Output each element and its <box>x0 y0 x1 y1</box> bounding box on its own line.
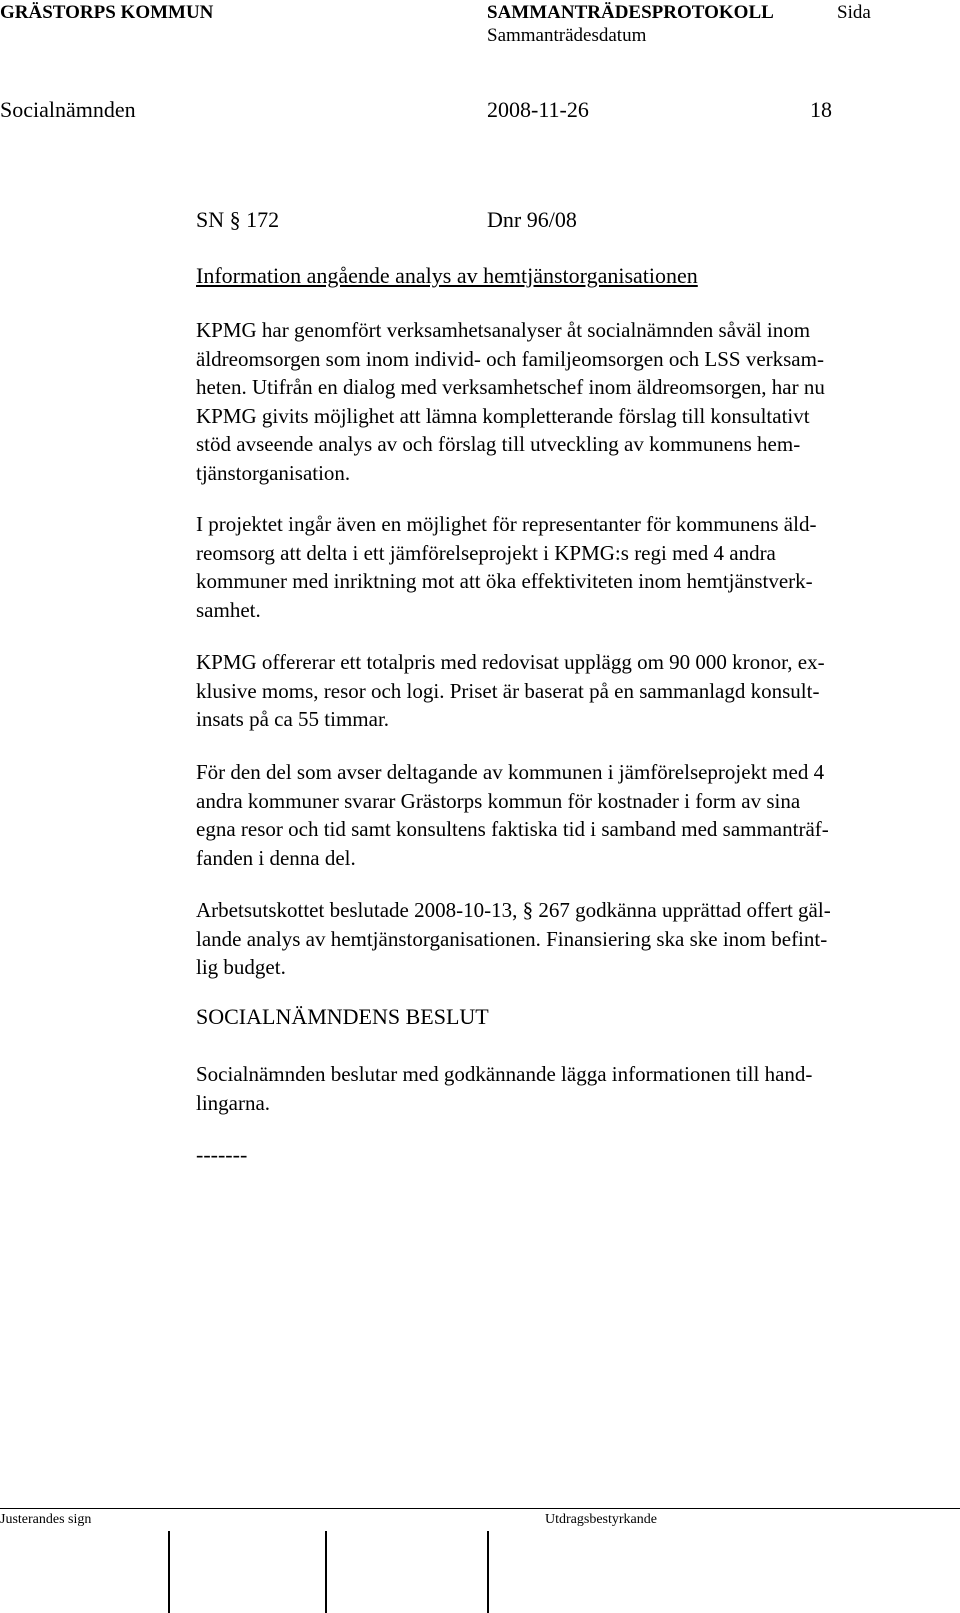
committee-name: Socialnämnden <box>0 97 136 122</box>
text-line: fanden i denna del. <box>196 845 356 870</box>
page-number: 18 <box>810 97 832 122</box>
item-number: SN § 172 <box>196 207 280 232</box>
paragraph-3 <box>196 648 936 734</box>
signature-box-divider <box>325 1531 327 1613</box>
text-line: reomsorg att delta i ett jämförelseprojekt i KPMG:s regi med 4 andra <box>196 540 776 565</box>
text-line: För den del som avser deltagande av kommunen i jämförelseprojekt med 4 <box>196 760 825 784</box>
decision-heading: SOCIALNÄMNDENS BESLUT <box>196 1004 489 1029</box>
signature-box-divider <box>168 1531 170 1613</box>
paragraph-4 <box>196 758 936 872</box>
protocol-title: SAMMANTRÄDESPROTOKOLL <box>487 2 774 23</box>
text-line: andra kommuner svarar Grästorps kommun för kostnader i form av sina <box>196 788 801 813</box>
text-line: kommuner med inriktning mot att öka effektiviteten inom hemtjänstverk- <box>196 569 813 593</box>
utdragsbestyrkande-label: Utdragsbestyrkande <box>545 1512 657 1527</box>
text-line: KPMG har genomfört verksamhetsanalyser åt socialnämnden såväl inom <box>196 318 811 342</box>
text-line: heten. Utifrån en dialog med verksamhetschef inom äldreomsorgen, har nu <box>196 375 825 399</box>
text-line: äldreomsorgen som inom individ- och familjeomsorgen och LSS verksam- <box>196 346 824 371</box>
text-line: Arbetsutskottet beslutade 2008-10-13, § 267 godkänna upprättad offert gäl- <box>196 898 831 922</box>
paragraph-5 <box>196 896 936 982</box>
text-line: stöd avseende analys av och förslag till utveckling av kommunens hem- <box>196 432 801 456</box>
page-label: Sida <box>837 2 871 23</box>
text-line: insats på ca 55 timmar. <box>196 707 390 731</box>
meeting-date: 2008-11-26 <box>487 97 589 122</box>
meeting-date-label: Sammanträdesdatum <box>487 25 647 46</box>
dnr-number: Dnr 96/08 <box>487 207 577 232</box>
text-line: KPMG offererar ett totalpris med redovisat upplägg om 90 000 kronor, ex- <box>196 650 825 674</box>
text-line: tjänstorganisation. <box>196 460 351 485</box>
decision-text <box>196 1060 936 1117</box>
text-line: klusive moms, resor och logi. Priset är baserat på en sammanlagd konsult- <box>196 678 820 703</box>
paragraph-1 <box>196 316 936 487</box>
item-title: Information angående analys av hemtjänstorganisationen <box>196 263 698 288</box>
text-line: I projektet ingår även en möjlighet för representanter för kommunens äld- <box>196 512 817 536</box>
text-line: lingarna. <box>196 1090 271 1115</box>
text-line: Socialnämnden beslutar med godkännande lägga informationen till hand- <box>196 1062 813 1086</box>
signature-box-divider <box>487 1531 489 1613</box>
justerandes-sign-label: Justerandes sign <box>0 1512 92 1527</box>
text-line: egna resor och tid samt konsultens faktiska tid i samband med sammanträf- <box>196 817 829 841</box>
municipality-name: GRÄSTORPS KOMMUN <box>0 2 214 23</box>
footer-divider <box>0 1508 960 1509</box>
text-line: lande analys av hemtjänstorganisationen. Finansiering ska ske inom befint- <box>196 926 828 951</box>
separator: ------- <box>196 1142 248 1167</box>
paragraph-2 <box>196 510 936 624</box>
text-line: samhet. <box>196 597 261 622</box>
text-line: KPMG givits möjlighet att lämna kompletterande förslag till konsultativt <box>196 403 810 428</box>
text-line: lig budget. <box>196 955 286 979</box>
